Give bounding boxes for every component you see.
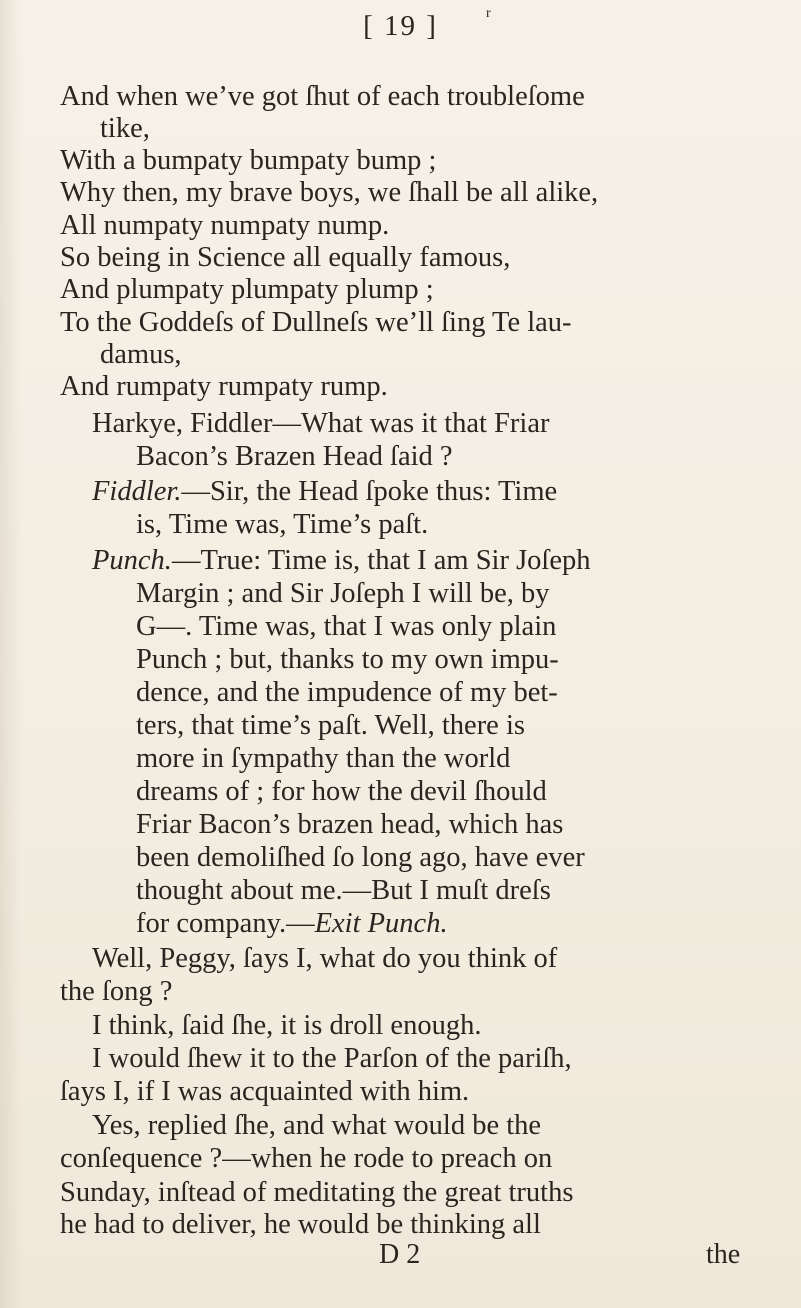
text-line: Bacon’s Brazen Head ſaid ? (136, 441, 453, 472)
text-line: Harkye, Fiddler—What was it that Friar (92, 408, 550, 439)
spine-shadow (0, 0, 22, 1308)
text-line: I would ſhew it to the Parſon of the pariſh, (92, 1043, 572, 1074)
text-line: damus, (100, 339, 182, 370)
text-line: Friar Bacon’s brazen head, which has (136, 809, 564, 840)
catchword: the (706, 1239, 741, 1270)
text-line: To the Goddeſs of Dullneſs we’ll ſing Te lau- (60, 307, 572, 338)
text-line: ſays I, if I was acquainted with him. (60, 1076, 470, 1107)
stage-direction: Exit Punch. (314, 908, 448, 939)
text-line: thought about me.—But I muſt dreſs (136, 875, 551, 906)
text-line: Yes, replied ſhe, and what would be the (92, 1110, 542, 1141)
page-header (0, 6, 801, 43)
text-line: is, Time was, Time’s paſt. (136, 509, 429, 540)
text-line: Punch ; but, thanks to my own impu- (136, 644, 559, 675)
text-line: more in ſympathy than the world (136, 743, 511, 774)
text-line: And rumpaty rumpaty rump. (60, 371, 388, 402)
text-line: With a bumpaty bumpaty bump ; (60, 145, 437, 176)
speaker-punch: Punch. (92, 545, 172, 576)
header-mark: r (486, 6, 491, 21)
page-number: [ 19 ] (363, 10, 438, 42)
speech-line (92, 546, 591, 577)
text-line: And when we’ve got ſhut of each troubleſome (60, 81, 585, 112)
text-line: ters, that time’s paſt. Well, there is (136, 710, 525, 741)
text-line: All numpaty numpaty nump. (60, 210, 390, 241)
speech-text: —True: Time is, that I am Sir Joſeph (171, 545, 591, 576)
text-line: Sunday, inſtead of meditating the great truths (60, 1177, 574, 1208)
speech-text: for company.— (136, 908, 315, 939)
text-line: G—. Time was, that I was only plain (136, 611, 557, 642)
speech-text: —Sir, the Head ſpoke thus: Time (181, 476, 558, 507)
text-line: Why then, my brave boys, we ſhall be all alike, (60, 177, 599, 208)
text-line: Margin ; and Sir Joſeph I will be, by (136, 578, 550, 609)
text-line: Well, Peggy, ſays I, what do you think of (92, 943, 558, 974)
speaker-fiddler: Fiddler. (92, 476, 182, 507)
signature-mark: D 2 (379, 1239, 421, 1270)
text-line: conſequence ?—when he rode to preach on (60, 1143, 553, 1174)
text-line: tike, (100, 113, 150, 144)
stage-line (136, 909, 448, 940)
text-line: the ſong ? (60, 976, 173, 1007)
text-line: dence, and the impudence of my bet- (136, 677, 558, 708)
text-line: been demoliſhed ſo long ago, have ever (136, 842, 585, 873)
text-line: So being in Science all equally famous, (60, 242, 511, 273)
text-line: I think, ſaid ſhe, it is droll enough. (92, 1010, 482, 1041)
text-line: And plumpaty plumpaty plump ; (60, 274, 434, 305)
speech-line (92, 477, 557, 508)
text-line: dreams of ; for how the devil ſhould (136, 776, 547, 807)
text-line: he had to deliver, he would be thinking all (60, 1209, 541, 1240)
